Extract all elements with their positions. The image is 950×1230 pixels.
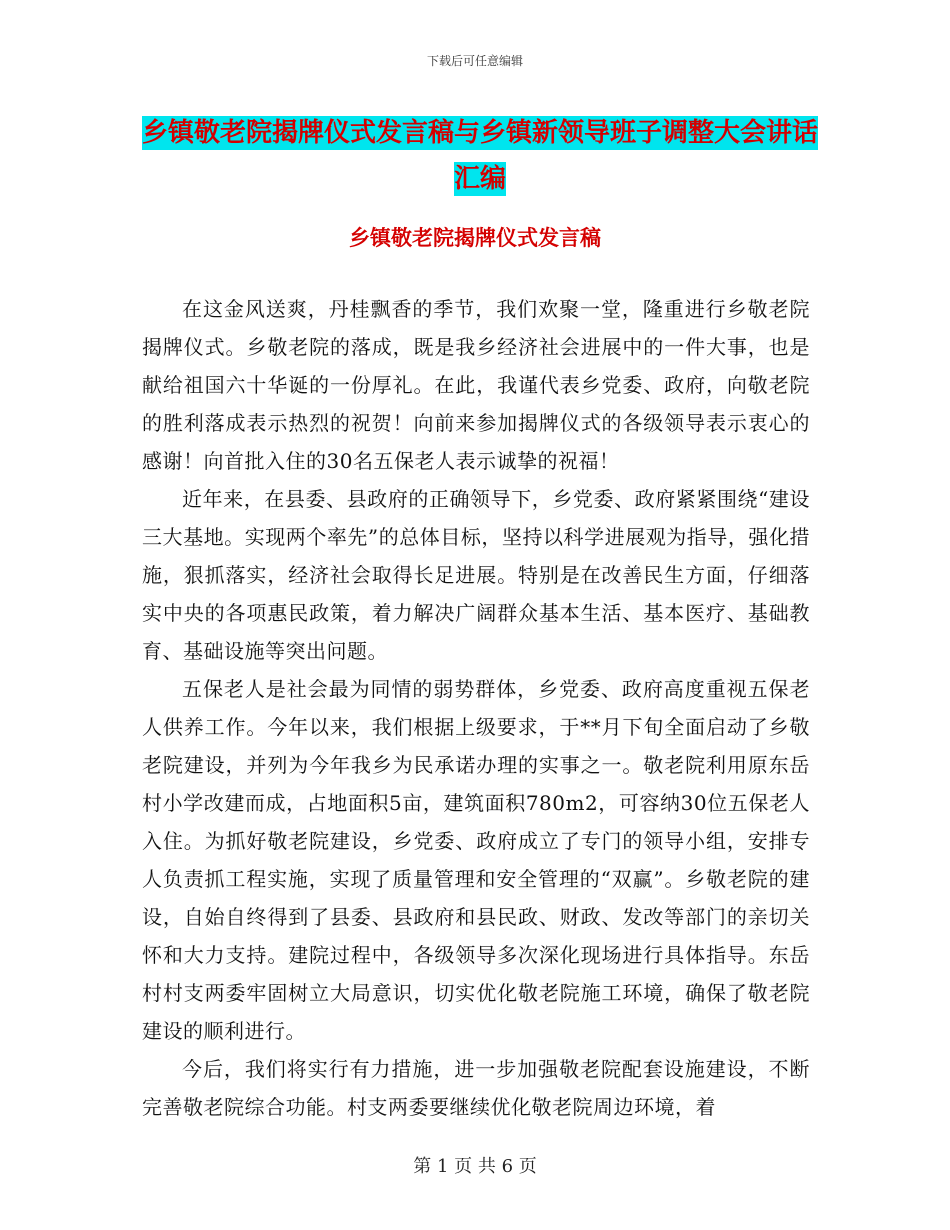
paragraph: 今后，我们将实行有力措施，进一步加强敬老院配套设施建设，不断完善敬老院综合功能。村支两委要继续优化敬老院周边环境，着 bbox=[142, 1057, 810, 1119]
document-title-text: 乡镇敬老院揭牌仪式发言稿与乡镇新领导班子调整大会讲话汇编 bbox=[141, 118, 818, 194]
body-text bbox=[142, 290, 810, 1126]
paragraph: 近年来，在县委、县政府的正确领导下，乡党委、政府紧紧围绕“建设三大基地。实现两个率先”的总体目标，坚持以科学进展观为指导，强化措施，狠抓落实，经济社会取得长足进展。特别是在改善民生方面，仔细落实中央的各项惠民政策，着力解决广阔群众基本生活、基本医疗、基础教育、基础设施等突出问题。 bbox=[142, 487, 810, 663]
paragraph: 五保老人是社会最为同情的弱势群体，乡党委、政府高度重视五保老人供养工作。今年以来，我们根据上级要求，于**月下旬全面启动了乡敬老院建设，并列为今年我乡为民承诺办理的实事之一。敬老院利用原东岳村小学改建而成，占地面积5亩，建筑面积780m2，可容纳30位五保老人入住。为抓好敬老院建设，乡党委、政府成立了专门的领导小组，安排专人负责抓工程实施，实现了质量管理和安全管理的“双赢”。乡敬老院的建设，自始自终得到了县委、县政府和县民政、财政、发改等部门的亲切关怀和大力支持。建院过程中，各级领导多次深化现场进行具体指导。东岳村村支两委牢固树立大局意识，切实优化敬老院施工环境，确保了敬老院建设的顺利进行。 bbox=[142, 677, 810, 1043]
page-indicator: 第 1 页 共 6 页 bbox=[413, 1156, 537, 1177]
section-title: 乡镇敬老院揭牌仪式发言稿 bbox=[349, 226, 601, 250]
document-title bbox=[130, 110, 830, 202]
header-note: 下载后可任意编辑 bbox=[426, 54, 523, 68]
paragraph: 在这金风送爽，丹桂飘香的季节，我们欢聚一堂，隆重进行乡敬老院揭牌仪式。乡敬老院的落成，既是我乡经济社会进展中的一件大事，也是献给祖国六十华诞的一份厚礼。在此，我谨代表乡党委、政府，向敬老院的胜利落成表示热烈的祝贺！向前来参加揭牌仪式的各级领导表示衷心的感谢！向首批入住的30名五保老人表示诚挚的祝福！ bbox=[142, 297, 810, 473]
